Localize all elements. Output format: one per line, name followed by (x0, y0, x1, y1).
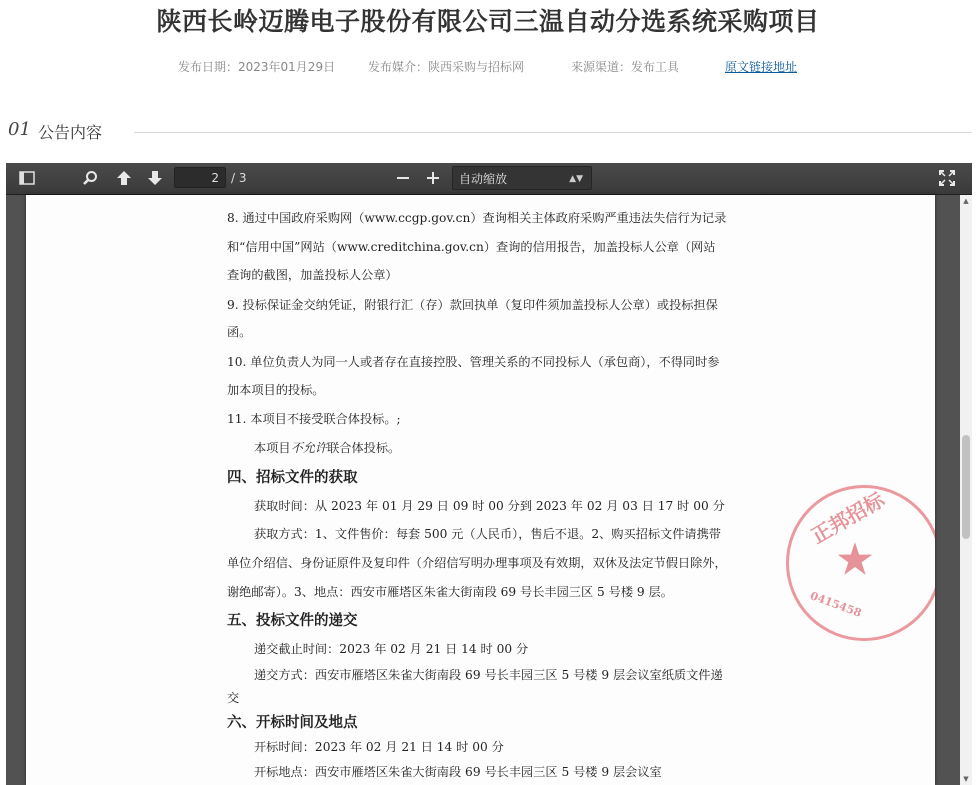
zoom-value: 自动缩放 (459, 172, 508, 186)
original-link[interactable]: 原文链接地址 (725, 60, 798, 74)
next-page-icon (147, 170, 163, 186)
select-arrows-icon: ▲▼ (569, 174, 583, 184)
doc-line: 单位介绍信、身份证原件及复印件（介绍信写明办理事项及有效期，双休及法定节假日除外， (227, 556, 727, 570)
zoom-out-icon (396, 171, 410, 185)
scroll-thumb[interactable] (962, 435, 970, 539)
page-number-input[interactable]: 2 (174, 167, 226, 188)
doc-line: 获取方式：1、文件售价：每套 500 元（人民币），售后不退。2、购买招标文件请携带 (254, 527, 721, 541)
doc-heading: 六、开标时间及地点 (227, 715, 358, 731)
doc-line: 查询的截图，加盖投标人公章） (227, 268, 398, 282)
doc-line: 11. 本项目不接受联合体投标。; (227, 412, 401, 426)
previous-page-button[interactable] (111, 167, 137, 189)
previous-page-icon (116, 170, 132, 186)
doc-line: 加本项目的投标。 (227, 383, 325, 397)
source-channel: 来源渠道：发布工具 (571, 60, 680, 74)
doc-line: 交 (227, 691, 240, 705)
zoom-in-icon (426, 171, 440, 185)
pdf-content-area[interactable] (6, 195, 972, 785)
doc-line: 9. 投标保证金交纳凭证，附银行汇（存）款回执单（复印件须加盖投标人公章）或投标担保 (227, 298, 718, 312)
section-divider (134, 132, 972, 133)
sidebar-toggle-button[interactable] (14, 167, 40, 189)
official-seal (786, 485, 935, 641)
doc-heading: 四、招标文件的获取 (227, 470, 358, 486)
publish-media: 发布媒介：陕西采购与招标网 (368, 60, 525, 74)
doc-text: 联合体投标。 (327, 441, 401, 455)
zoom-select[interactable] (452, 166, 592, 190)
seal-number: 0415458 (808, 589, 864, 620)
doc-line: 谢绝邮寄）。3、地点：西安市雁塔区朱雀大街南段 69 号长丰园三区 5 号楼 9 层。 (227, 585, 673, 599)
doc-line: 10. 单位负责人为同一人或者存在直接控股、管理关系的不同投标人（承包商），不得同时参 (227, 355, 720, 369)
zoom-out-button[interactable] (390, 167, 416, 189)
doc-line: 开标时间：2023 年 02 月 21 日 14 时 00 分 (254, 740, 504, 754)
section-title: 公告内容 (38, 123, 103, 142)
doc-line (254, 439, 400, 456)
fullscreen-icon (939, 170, 955, 186)
doc-line: 8. 通过中国政府采购网（www.ccgp.gov.cn）查询相关主体政府采购严重违法失信行为记录 (227, 211, 727, 225)
search-button[interactable] (77, 167, 103, 189)
zoom-in-button[interactable] (420, 167, 446, 189)
section-heading (8, 119, 972, 145)
pdf-viewer (6, 163, 972, 785)
next-page-button[interactable] (142, 167, 168, 189)
article-meta (0, 58, 976, 78)
search-icon (82, 170, 98, 186)
sidebar-toggle-icon (19, 171, 35, 185)
vertical-scrollbar[interactable] (960, 195, 972, 785)
doc-line: 获取时间：从 2023 年 01 月 29 日 09 时 00 分到 2023 年 02 月 03 日 17 时 00 分 (254, 499, 725, 513)
page-total: / 3 (231, 171, 247, 185)
section-number: 01 (8, 119, 31, 140)
doc-text-italic: 不允许 (290, 441, 328, 455)
doc-line: 开标地点：西安市雁塔区朱雀大街南段 69 号长丰园三区 5 号楼 9 层会议室 (254, 765, 662, 779)
doc-line: 递交截止时间：2023 年 02 月 21 日 14 时 00 分 (254, 642, 529, 656)
seal-star-icon: ★ (837, 536, 873, 583)
scroll-down-icon[interactable]: ▼ (963, 775, 969, 783)
doc-line: 和“信用中国”网站（www.creditchina.gov.cn）查询的信用报告，加盖投标人公章（网站 (227, 240, 716, 254)
seal-top-text: 正邦招标 (807, 487, 889, 549)
scroll-up-icon[interactable]: ▲ (963, 197, 969, 205)
pdf-toolbar (6, 163, 972, 195)
doc-line: 函。 (227, 325, 252, 339)
page-title: 陕西长岭迈腾电子股份有限公司三温自动分选系统采购项目 (156, 7, 820, 36)
pdf-page (26, 195, 935, 785)
doc-text: 本项目 (254, 441, 291, 455)
fullscreen-button[interactable] (934, 167, 960, 189)
doc-heading: 五、投标文件的递交 (227, 613, 358, 629)
doc-line: 递交方式：西安市雁塔区朱雀大街南段 69 号长丰园三区 5 号楼 9 层会议室纸质文件递 (254, 668, 723, 682)
publish-date: 发布日期：2023年01月29日 (178, 60, 336, 74)
